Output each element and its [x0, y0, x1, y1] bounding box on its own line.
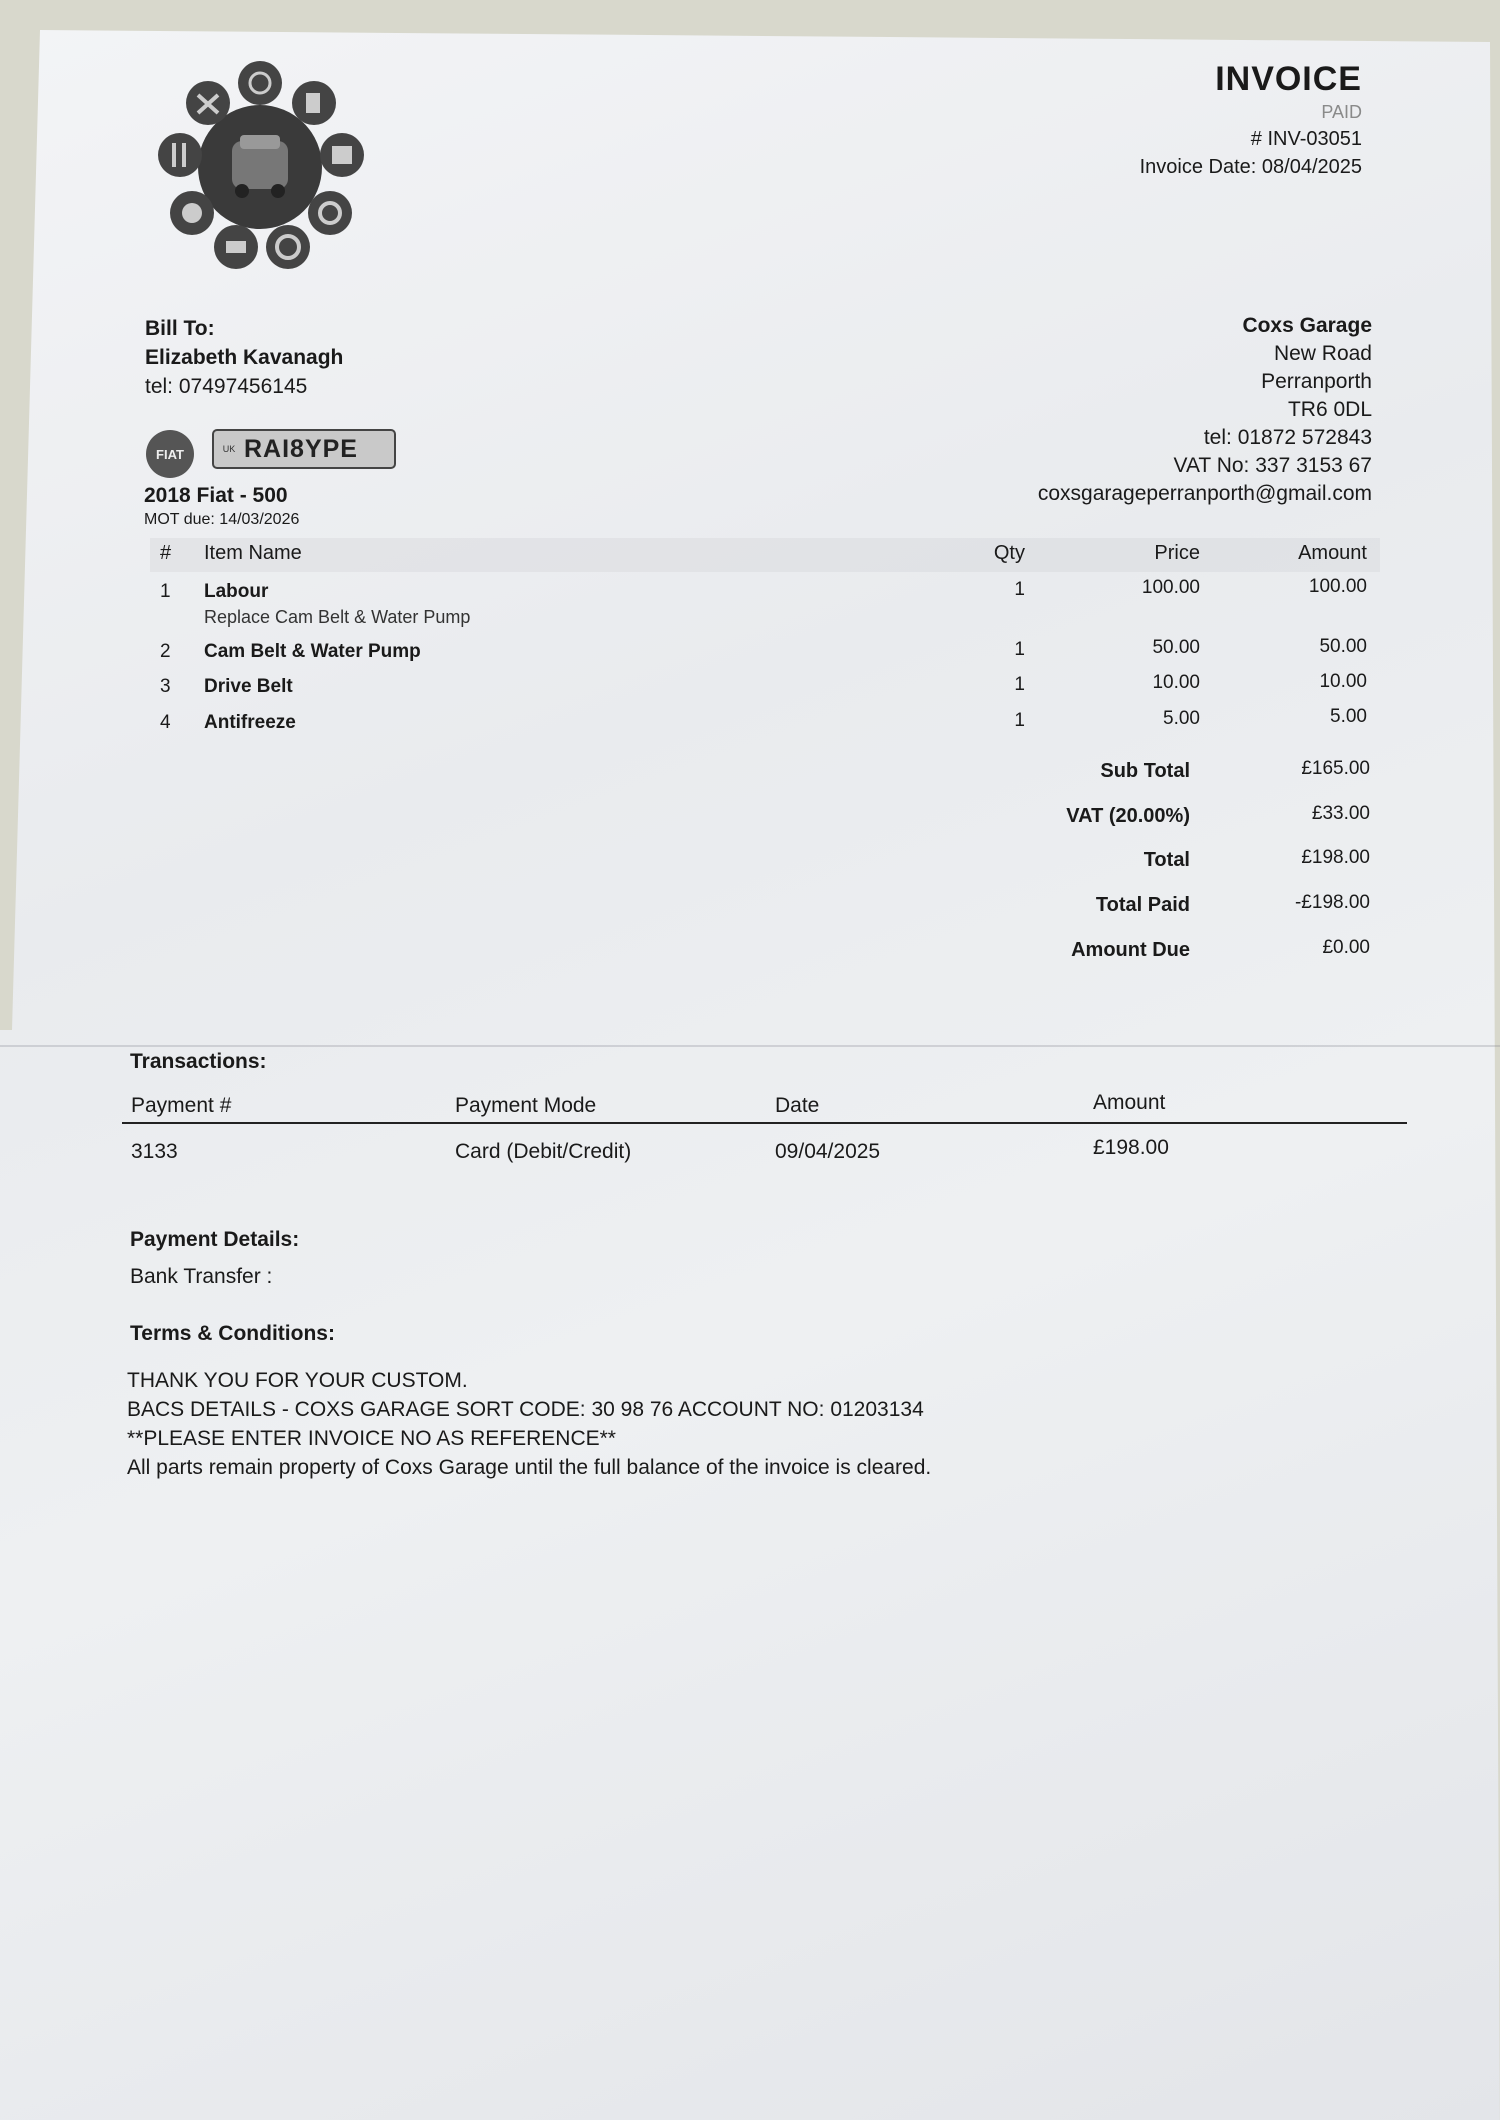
- item-name: Antifreeze: [204, 712, 296, 733]
- items-header-qty: Qty: [993, 542, 1025, 564]
- company-vat: VAT No: 337 3153 67: [1173, 454, 1372, 477]
- company-block: [1038, 312, 1372, 508]
- total-value: £198.00: [1301, 847, 1370, 868]
- customer-name: Elizabeth Kavanagh: [145, 346, 344, 369]
- company-address2: Perranporth: [1261, 370, 1372, 393]
- amount-due-value: £0.00: [1322, 937, 1370, 958]
- item-price: 100.00: [1141, 577, 1200, 598]
- invoice-title: INVOICE: [1215, 60, 1362, 98]
- trans-payment-num: 3133: [131, 1140, 178, 1163]
- bill-to-label: Bill To:: [145, 317, 215, 340]
- trans-date: 09/04/2025: [775, 1140, 881, 1163]
- item-price: 10.00: [1152, 672, 1200, 693]
- company-address1: New Road: [1273, 342, 1372, 365]
- items-header-name: Item Name: [204, 542, 302, 564]
- item-num: 3: [160, 676, 171, 697]
- payment-bank-transfer: Bank Transfer :: [130, 1265, 273, 1288]
- item-amount: 100.00: [1308, 576, 1367, 597]
- items-header-amount: Amount: [1298, 542, 1367, 564]
- trans-header-date: Date: [775, 1094, 820, 1117]
- total-paid-label: Total Paid: [1095, 894, 1190, 916]
- company-tel: tel: 01872 572843: [1203, 426, 1372, 449]
- item-num: 2: [160, 641, 171, 662]
- payment-details-title: Payment Details:: [130, 1228, 300, 1251]
- terms-title: Terms & Conditions:: [130, 1322, 335, 1345]
- item-num: 1: [160, 581, 171, 602]
- invoice-number: # INV-03051: [1250, 128, 1362, 150]
- item-amount: 10.00: [1319, 671, 1367, 692]
- items-header-price: Price: [1154, 542, 1200, 564]
- trans-amount: £198.00: [1093, 1136, 1169, 1159]
- subtotal-value: £165.00: [1301, 758, 1370, 779]
- total-label: Total: [1143, 849, 1190, 871]
- fiat-badge-icon: FIAT: [146, 430, 194, 478]
- vehicle-model: 2018 Fiat - 500: [144, 484, 288, 507]
- item-name: Drive Belt: [204, 676, 293, 697]
- customer-tel: tel: 07497456145: [145, 375, 308, 398]
- company-name: Coxs Garage: [1242, 314, 1372, 337]
- invoice-status: PAID: [1321, 102, 1362, 122]
- trans-header-payment-num: Payment #: [131, 1094, 232, 1117]
- items-header-num: #: [160, 542, 172, 564]
- terms-body: [127, 1366, 931, 1482]
- item-name: Cam Belt & Water Pump: [204, 641, 421, 662]
- vat-value: £33.00: [1311, 803, 1370, 824]
- item-price: 5.00: [1163, 708, 1200, 729]
- plate-number: RAI8YPE: [244, 434, 358, 463]
- mot-due: MOT due: 14/03/2026: [144, 511, 300, 528]
- transactions-title: Transactions:: [130, 1050, 267, 1073]
- company-email: coxsgarageperranporth@gmail.com: [1037, 482, 1372, 505]
- bill-to-block: [145, 314, 343, 401]
- subtotal-label: Sub Total: [1100, 760, 1190, 782]
- transactions-header-rule: [122, 1122, 1407, 1124]
- vat-label: VAT (20.00%): [1066, 805, 1190, 827]
- paper-fold-line: [0, 1045, 1500, 1047]
- item-qty: 1: [1014, 674, 1025, 695]
- amount-due-label: Amount Due: [1071, 939, 1190, 961]
- invoice-date: Invoice Date: 08/04/2025: [1139, 156, 1362, 178]
- item-amount: 5.00: [1330, 706, 1367, 727]
- plate-country: UK: [222, 444, 236, 454]
- item-qty: 1: [1014, 579, 1025, 600]
- trans-mode: Card (Debit/Credit): [455, 1140, 632, 1163]
- terms-line: **PLEASE ENTER INVOICE NO AS REFERENCE**: [127, 1427, 616, 1450]
- terms-line: BACS DETAILS - COXS GARAGE SORT CODE: 30 98 76 ACCOUNT NO: 01203134: [127, 1398, 924, 1421]
- trans-header-mode: Payment Mode: [455, 1094, 597, 1117]
- item-amount: 50.00: [1319, 636, 1367, 657]
- item-num: 4: [160, 712, 171, 733]
- item-qty: 1: [1014, 639, 1025, 660]
- terms-line: All parts remain property of Coxs Garage until the full balance of the invoice is cleared.: [127, 1456, 932, 1479]
- terms-line: THANK YOU FOR YOUR CUSTOM.: [127, 1369, 468, 1392]
- item-price: 50.00: [1152, 637, 1200, 658]
- total-paid-value: -£198.00: [1294, 892, 1370, 913]
- item-desc: Replace Cam Belt & Water Pump: [204, 607, 471, 627]
- trans-header-amount: Amount: [1093, 1091, 1166, 1114]
- garage-logo-icon: [140, 55, 380, 285]
- registration-plate: [212, 429, 396, 469]
- item-qty: 1: [1014, 710, 1025, 731]
- item-name: Labour: [204, 581, 269, 602]
- company-postcode: TR6 0DL: [1287, 398, 1372, 421]
